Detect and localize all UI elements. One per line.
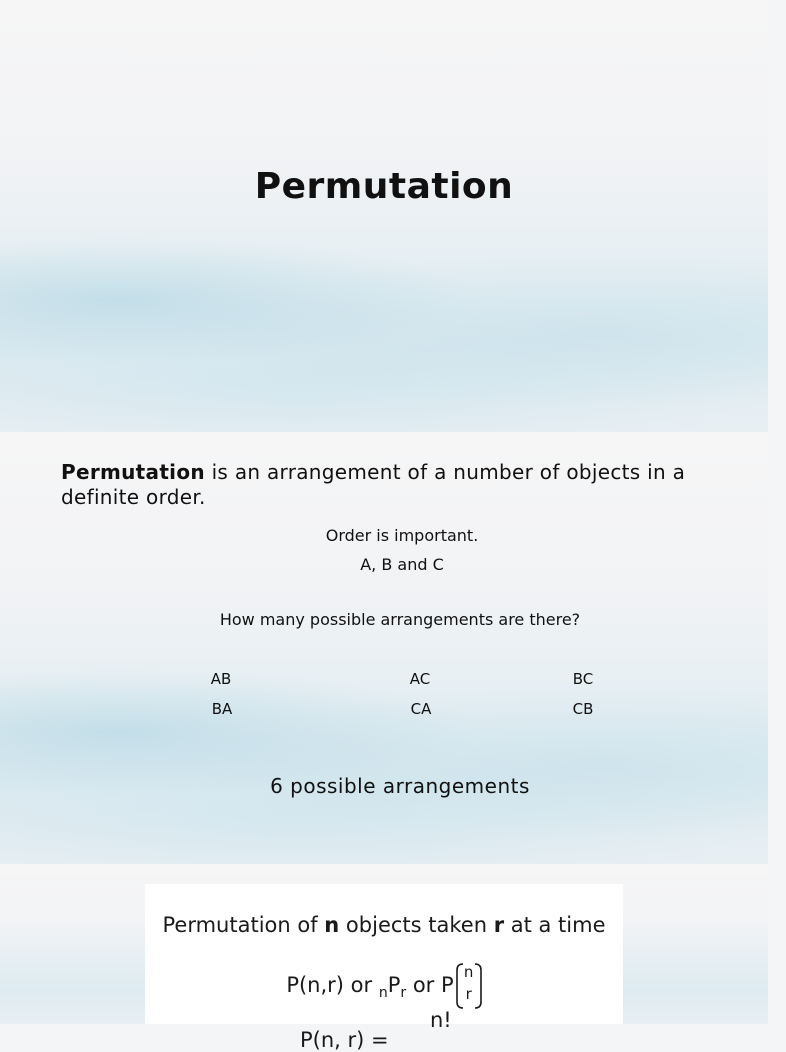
definition-text — [61, 460, 709, 510]
formula-numerator: n! — [430, 1008, 452, 1032]
definition-term: Permutation — [61, 460, 205, 484]
formula-notation — [145, 962, 623, 1010]
title-slide — [0, 0, 768, 432]
notation-subscript: r — [400, 985, 407, 1001]
heading-n: n — [324, 913, 340, 937]
result-text: 6 possible arrangements — [270, 774, 530, 798]
notation-text: or P — [406, 973, 454, 997]
definition-body: is an arrangement of a number of objects in a definite order. — [61, 460, 686, 509]
order-note: Order is important. — [325, 526, 479, 545]
items-list: A, B and C — [360, 555, 444, 574]
heading-text: at a time — [504, 913, 606, 937]
notation-text: P — [387, 973, 401, 997]
heading-text: objects taken — [339, 913, 494, 937]
binomial-bottom: r — [465, 985, 472, 1003]
binomial-top: n — [463, 963, 474, 981]
heading-text: Permutation of — [162, 913, 325, 937]
notation-text: P(n,r) or — [286, 973, 379, 997]
formula-card — [145, 884, 623, 1052]
question-text: How many possible arrangements are there? — [219, 610, 581, 629]
binomial-notation — [456, 962, 482, 1010]
arrangement-cell: BA — [211, 700, 233, 718]
notation-subscript: n — [378, 985, 388, 1001]
heading-r: r — [493, 913, 505, 937]
formula-lhs: P(n, r) = — [300, 1028, 389, 1052]
arrangement-cell: AB — [210, 670, 232, 688]
arrangement-cell: CA — [410, 700, 432, 718]
arrangement-cell: AC — [409, 670, 431, 688]
arrangement-cell: BC — [572, 670, 594, 688]
formula-heading — [145, 913, 623, 937]
arrangement-cell: CB — [572, 700, 594, 718]
formula-slide — [0, 864, 768, 1052]
definition-slide — [0, 432, 768, 864]
slide-title: Permutation — [254, 166, 514, 207]
